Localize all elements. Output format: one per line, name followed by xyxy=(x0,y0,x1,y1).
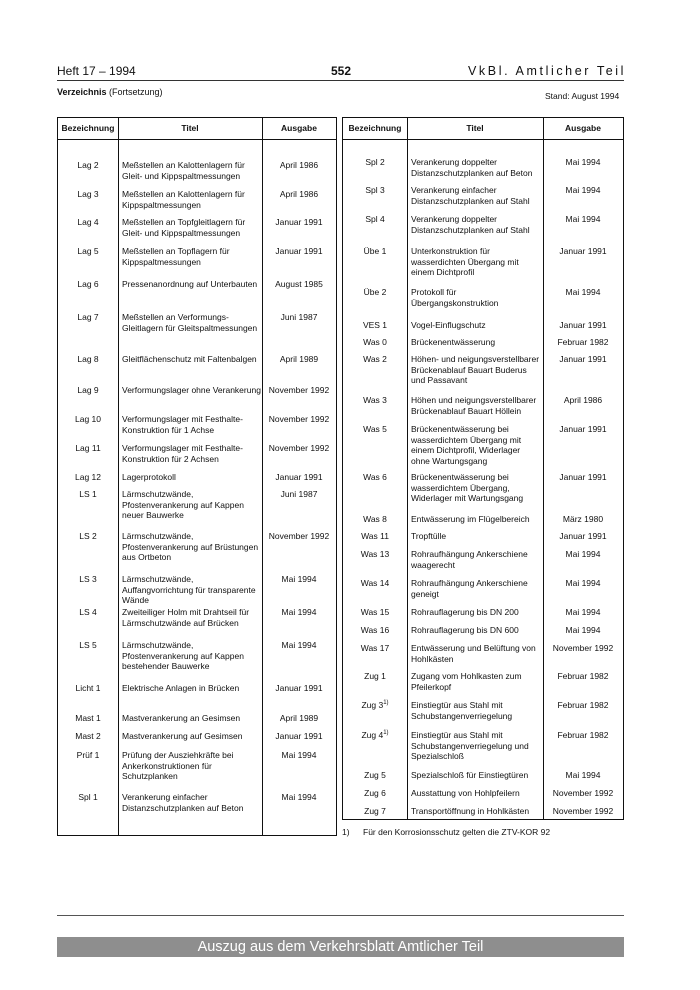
entry-title: Brückenentwässerung bei wasserdichtem Übergang, Widerlager mit Wartungsgang xyxy=(411,472,524,503)
entry-code-text: Lag 3 xyxy=(77,189,99,199)
entry-title: Höhen- und neigungsverstellbarer Brückenablauf Bauart Buderus und Passavant xyxy=(411,354,540,385)
left-header-code: Bezeichnung xyxy=(61,123,115,133)
entry-code xyxy=(343,549,407,559)
entry-code-text: Lag 6 xyxy=(77,279,99,289)
right-header-code: Bezeichnung xyxy=(348,123,402,133)
entry-title: Verformungslager ohne Verankerung xyxy=(122,385,261,395)
entry-code-text: Mast 1 xyxy=(75,713,101,723)
entry-title: Rohrauflagerung bis DN 200 xyxy=(411,607,519,617)
entry-code xyxy=(343,320,407,330)
entry-title: Meßstellen an Topflagern für Kippspaltmessungen xyxy=(122,246,230,267)
entry-title: Ausstattung von Hohlpfeilern xyxy=(411,788,520,798)
entry-title: Meßstellen an Topfgleitlagern für Gleit- und Kippspaltmessungen xyxy=(122,217,246,238)
entry-code xyxy=(343,185,407,195)
entry-date: Juni 1987 xyxy=(280,312,318,322)
entry-date: Januar 1991 xyxy=(275,683,323,693)
entry-title: Entwässerung und Belüftung von Hohlkästen xyxy=(411,643,536,664)
entry-code xyxy=(58,385,118,395)
entry-title: Vogel-Einflugschutz xyxy=(411,320,486,330)
footer-rule xyxy=(57,915,624,916)
entry-title: Verankerung doppelter Distanzschutzplanken auf Beton xyxy=(411,157,533,178)
entry-title: Einstiegtür aus Stahl mit Schubstangenverriegelung xyxy=(411,700,513,721)
entry-date: November 1992 xyxy=(268,531,330,541)
section-title-suffix: (Fortsetzung) xyxy=(106,87,163,97)
entry-date: Mai 1994 xyxy=(565,578,601,588)
entry-code-text: Spl 2 xyxy=(365,157,385,167)
entry-code-text: Lag 8 xyxy=(77,354,99,364)
entry-code-text: Lag 11 xyxy=(75,443,101,453)
entry-date: Mai 1994 xyxy=(281,792,317,802)
entry-code-text: LS 2 xyxy=(79,531,97,541)
entry-date: Januar 1991 xyxy=(275,217,323,227)
entry-title: Verankerung doppelter Distanzschutzplanken auf Stahl xyxy=(411,214,530,235)
entry-code xyxy=(58,640,118,650)
entry-code-text: Lag 10 xyxy=(75,414,101,424)
entry-date: November 1992 xyxy=(268,385,330,395)
entry-title: Rohraufhängung Ankerschiene waagerecht xyxy=(411,549,528,570)
entry-title: Verformungslager mit Festhalte-Konstruktion für 2 Achsen xyxy=(122,443,243,464)
footnote-number: 1) xyxy=(342,827,350,837)
entry-code xyxy=(58,279,118,289)
entry-code xyxy=(58,574,118,584)
entry-code xyxy=(343,671,407,681)
entry-code xyxy=(58,792,118,802)
entry-title: Verankerung einfacher Distanzschutzplanken auf Stahl xyxy=(411,185,530,206)
entry-date: Mai 1994 xyxy=(281,750,317,760)
page-number: 552 xyxy=(331,64,352,78)
entry-date: März 1980 xyxy=(562,514,604,524)
entry-title: Unterkonstruktion für wasserdichten Übergang mit einem Dichtprofil xyxy=(411,246,519,277)
entry-title: Pressenanordnung auf Unterbauten xyxy=(122,279,258,289)
entry-date: Juni 1987 xyxy=(280,489,318,499)
entry-title: Entwässerung im Flügelbereich xyxy=(411,514,530,524)
entry-date: April 1989 xyxy=(279,354,319,364)
entry-date: Mai 1994 xyxy=(565,287,601,297)
entry-date: August 1985 xyxy=(275,279,323,289)
entry-date: November 1992 xyxy=(552,788,614,798)
entry-code xyxy=(343,287,407,297)
entry-code xyxy=(343,531,407,541)
entry-title: Lagerprotokoll xyxy=(122,472,176,482)
entry-code xyxy=(58,217,118,227)
right-header-title: Titel xyxy=(466,123,484,133)
left-header-title: Titel xyxy=(181,123,199,133)
entry-date: April 1986 xyxy=(279,189,319,199)
entry-code-text: Spl 4 xyxy=(365,214,385,224)
right-col-divider-1 xyxy=(407,118,408,819)
entry-date: November 1992 xyxy=(552,806,614,816)
entry-date: April 1986 xyxy=(279,160,319,170)
right-header-date: Ausgabe xyxy=(565,123,601,133)
entry-date: Januar 1991 xyxy=(559,424,607,434)
entry-title: Lärmschutzwände, Pfostenverankerung auf Kappen neuer Bauwerke xyxy=(122,489,244,520)
entry-code-text: Lag 2 xyxy=(77,160,99,170)
entry-title: Zweiteiliger Holm mit Drahtseil für Lärmschutzwände auf Brücken xyxy=(122,607,250,628)
entry-title: Transportöffnung in Hohlkästen xyxy=(411,806,530,816)
header-rule xyxy=(57,80,624,81)
entry-code xyxy=(58,354,118,364)
entry-code-text: LS 4 xyxy=(79,607,97,617)
entry-code xyxy=(58,472,118,482)
entry-code-text: Mast 2 xyxy=(75,731,101,741)
entry-code xyxy=(58,443,118,453)
entry-code xyxy=(343,806,407,816)
entry-code-text: VES 1 xyxy=(362,320,388,330)
entry-title: Mastverankerung auf Gesimsen xyxy=(122,731,243,741)
entry-date: Januar 1991 xyxy=(559,354,607,364)
entry-code-text: Was 2 xyxy=(363,354,387,364)
entry-code xyxy=(343,395,407,405)
entry-code-text: Lag 4 xyxy=(77,217,99,227)
entry-title: Spezialschloß für Einstiegtüren xyxy=(411,770,529,780)
entry-code-text: Übe 2 xyxy=(363,287,387,297)
entry-title: Meßstellen an Verformungs-Gleitlagern für Gleitspaltmessungen xyxy=(122,312,258,333)
entry-date: Januar 1991 xyxy=(559,531,607,541)
entry-code-text: Spl 1 xyxy=(78,792,98,802)
entry-code-text: Prüf 1 xyxy=(76,750,100,760)
entry-date: Januar 1991 xyxy=(559,320,607,330)
entry-code xyxy=(58,731,118,741)
entry-code xyxy=(343,472,407,482)
entry-date: Januar 1991 xyxy=(275,731,323,741)
entry-title: Lärmschutzwände, Auffangvorrichtung für transparente Wände xyxy=(122,574,256,605)
entry-code xyxy=(343,514,407,524)
entry-code-text: Was 0 xyxy=(363,337,387,347)
entry-code-text: Was 5 xyxy=(363,424,387,434)
entry-title: Protokoll für Übergangskonstruktion xyxy=(411,287,499,308)
section-title-main: Verzeichnis xyxy=(57,87,107,97)
entry-code xyxy=(343,643,407,653)
entry-code-text: Was 13 xyxy=(360,549,390,559)
entry-code-text: LS 3 xyxy=(79,574,97,584)
entry-code-text: Lag 7 xyxy=(77,312,99,322)
left-col-divider-1 xyxy=(118,118,119,835)
entry-code xyxy=(58,312,118,322)
entry-code xyxy=(58,189,118,199)
entry-date: Februar 1982 xyxy=(557,337,609,347)
entry-date: Mai 1994 xyxy=(565,157,601,167)
entry-title: Meßstellen an Kalottenlagern für Gleit- und Kippspaltmessungen xyxy=(122,160,245,181)
entry-title: Rohraufhängung Ankerschiene geneigt xyxy=(411,578,528,599)
entry-code-text: Lag 9 xyxy=(77,385,99,395)
entry-code xyxy=(58,160,118,170)
entry-date: Januar 1991 xyxy=(275,472,323,482)
entry-date: Februar 1982 xyxy=(557,671,609,681)
entry-code-text: Zug 5 xyxy=(364,770,386,780)
entry-code-text: Lag 5 xyxy=(77,246,99,256)
publication-name: VkBl. Amtlicher Teil xyxy=(468,64,627,78)
entry-date: Mai 1994 xyxy=(565,625,601,635)
entry-code-text: LS 5 xyxy=(79,640,97,650)
entry-title: Rohrauflagerung bis DN 600 xyxy=(411,625,519,635)
entry-code xyxy=(343,700,407,710)
status-date: Stand: August 1994 xyxy=(545,91,620,101)
issue-label: Heft 17 – 1994 xyxy=(57,64,136,78)
entry-code-text: Was 17 xyxy=(360,643,390,653)
entry-code-text: Zug 4 xyxy=(361,730,384,740)
entry-code-text: Was 6 xyxy=(363,472,387,482)
right-index-table xyxy=(342,117,624,820)
entry-date: November 1992 xyxy=(552,643,614,653)
entry-date: Januar 1991 xyxy=(559,246,607,256)
entry-code-text: Was 8 xyxy=(363,514,387,524)
entry-date: April 1989 xyxy=(279,713,319,723)
entry-date: Mai 1994 xyxy=(565,185,601,195)
entry-code-text: Zug 3 xyxy=(361,700,384,710)
entry-date: Mai 1994 xyxy=(281,607,317,617)
entry-code xyxy=(343,354,407,364)
entry-date: Mai 1994 xyxy=(281,640,317,650)
entry-code xyxy=(58,607,118,617)
entry-code xyxy=(58,489,118,499)
entry-date: Mai 1994 xyxy=(281,574,317,584)
entry-date: Mai 1994 xyxy=(565,549,601,559)
entry-code xyxy=(343,578,407,588)
entry-title: Mastverankerung an Gesimsen xyxy=(122,713,241,723)
left-header-date: Ausgabe xyxy=(281,123,317,133)
entry-code xyxy=(343,730,407,740)
entry-date: Mai 1994 xyxy=(565,770,601,780)
section-title xyxy=(57,87,163,97)
entry-code xyxy=(58,713,118,723)
entry-code xyxy=(343,607,407,617)
entry-code xyxy=(343,337,407,347)
entry-code-text: Übe 1 xyxy=(363,246,387,256)
entry-code xyxy=(58,683,118,693)
entry-code xyxy=(58,531,118,541)
entry-code xyxy=(343,770,407,780)
entry-code xyxy=(58,246,118,256)
entry-title: Brückenentwässerung bei wasserdichtem Übergang mit einem Dichtprofil, Widerlager ohne Wartungsgang xyxy=(411,424,522,466)
entry-title: Lärmschutzwände, Pfostenverankerung auf Kappen bestehender Bauwerke xyxy=(122,640,244,671)
entry-code-text: LS 1 xyxy=(79,489,97,499)
entry-date: Januar 1991 xyxy=(559,472,607,482)
entry-date: Mai 1994 xyxy=(565,214,601,224)
entry-code-text: Spl 3 xyxy=(365,185,385,195)
entry-title: Verformungslager mit Festhalte-Konstruktion für 1 Achse xyxy=(122,414,243,435)
footnote-marker: 1) xyxy=(383,730,389,737)
entry-code xyxy=(343,214,407,224)
entry-date: Mai 1994 xyxy=(565,607,601,617)
footnote-marker: 1) xyxy=(383,700,389,707)
entry-title: Tropftülle xyxy=(411,531,447,541)
entry-code xyxy=(343,246,407,256)
entry-date: November 1992 xyxy=(268,414,330,424)
entry-code xyxy=(58,750,118,760)
entry-title: Elektrische Anlagen in Brücken xyxy=(122,683,240,693)
entry-code-text: Was 14 xyxy=(360,578,390,588)
entry-title: Meßstellen an Kalottenlagern für Kippspaltmessungen xyxy=(122,189,245,210)
entry-code xyxy=(58,414,118,424)
entry-code xyxy=(343,625,407,635)
entry-code xyxy=(343,788,407,798)
entry-title: Zugang vom Hohlkasten zum Pfeilerkopf xyxy=(411,671,522,692)
entry-date: November 1992 xyxy=(268,443,330,453)
entry-code-text: Was 16 xyxy=(360,625,390,635)
entry-date: Februar 1982 xyxy=(557,700,609,710)
entry-title: Prüfung der Ausziehkräfte bei Ankerkonstruktionen für Schutzplanken xyxy=(122,750,234,781)
entry-code-text: Zug 7 xyxy=(364,806,386,816)
entry-title: Höhen und neigungsverstellbarer Brückenablauf Bauart Höllein xyxy=(411,395,537,416)
entry-code-text: Was 15 xyxy=(360,607,390,617)
entry-date: April 1986 xyxy=(563,395,603,405)
entry-date: Januar 1991 xyxy=(275,246,323,256)
entry-code-text: Was 3 xyxy=(363,395,387,405)
entry-title: Einstiegtür aus Stahl mit Schubstangenverriegelung und Spezialschloß xyxy=(411,730,529,761)
entry-code-text: Zug 6 xyxy=(364,788,386,798)
footer-banner: Auszug aus dem Verkehrsblatt Amtlicher Teil xyxy=(57,937,624,957)
entry-code-text: Licht 1 xyxy=(75,683,101,693)
entry-code xyxy=(343,157,407,167)
left-index-table xyxy=(57,117,337,836)
entry-date: Februar 1982 xyxy=(557,730,609,740)
entry-title: Brückenentwässerung xyxy=(411,337,496,347)
entry-title: Verankerung einfacher Distanzschutzplanken auf Beton xyxy=(122,792,244,813)
entry-code-text: Was 11 xyxy=(361,531,389,541)
entry-code xyxy=(343,424,407,434)
entry-code-text: Lag 12 xyxy=(75,472,101,482)
entry-title: Gleitflächenschutz mit Faltenbalgen xyxy=(122,354,257,364)
entry-title: Lärmschutzwände, Pfostenverankerung auf Brüstungen aus Ortbeton xyxy=(122,531,259,562)
footnote-text: Für den Korrosionsschutz gelten die ZTV-KOR 92 xyxy=(363,827,551,837)
entry-code-text: Zug 1 xyxy=(364,671,386,681)
